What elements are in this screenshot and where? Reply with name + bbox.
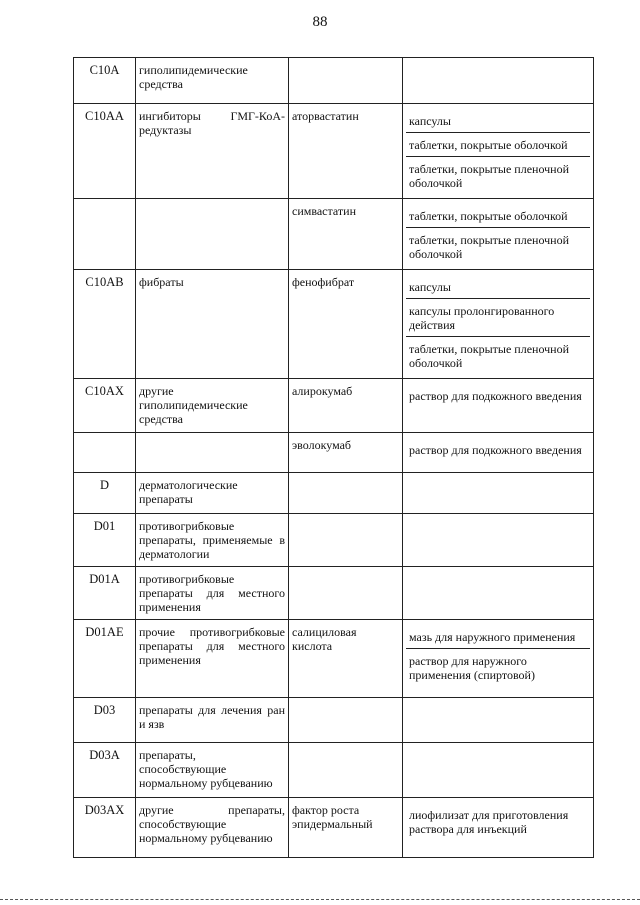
medicine-name-cell: салициловая кислота (289, 620, 403, 698)
atc-code-cell: C10AX (74, 379, 136, 433)
atc-code-cell: C10AA (74, 104, 136, 199)
table-row (74, 270, 594, 379)
dosage-form-item: таблетки, покрытые пленочной оболочкой (409, 342, 570, 370)
dosage-forms-cell (403, 104, 594, 199)
dosage-form-item (406, 748, 590, 771)
table-row (74, 798, 594, 858)
anatomical-therapeutic-group-cell: противогрибковые препараты для местного применения (136, 567, 289, 620)
table-row (74, 199, 594, 270)
table-row (74, 620, 594, 698)
medicine-name-cell (289, 514, 403, 567)
dosage-form-item (406, 703, 590, 726)
atc-code-cell: D03AX (74, 798, 136, 858)
page-number: 88 (312, 14, 328, 30)
dosage-forms-cell (403, 743, 594, 798)
atc-code-cell: D03 (74, 698, 136, 743)
table-row (74, 379, 594, 433)
anatomical-therapeutic-group-cell (136, 199, 289, 270)
dosage-form-item: лиофилизат для приготовления раствора для инъекций (409, 808, 569, 836)
dosage-form-item: капсулы пролонгированного действия (406, 299, 590, 337)
dosage-form-item (406, 478, 590, 501)
anatomical-therapeutic-group-cell: прочие противогрибковые препараты для местного применения (136, 620, 289, 698)
table-row (74, 433, 594, 473)
dosage-forms-cell (403, 473, 594, 514)
drug-table (73, 57, 594, 858)
dosage-form-item (406, 572, 590, 595)
atc-code-cell: C10AB (74, 270, 136, 379)
anatomical-therapeutic-group-cell: другие гиполипидемические средства (136, 379, 289, 433)
dosage-forms-cell (403, 58, 594, 104)
dosage-form-item: таблетки, покрытые оболочкой (406, 204, 590, 228)
anatomical-therapeutic-group-cell: дерматологические препараты (136, 473, 289, 514)
table-row (74, 698, 594, 743)
dosage-forms-cell (403, 798, 594, 858)
dosage-forms-cell (403, 567, 594, 620)
table-row (74, 514, 594, 567)
medicine-name-cell (289, 567, 403, 620)
dosage-form-item: раствор для наружного применения (спиртовой) (409, 654, 535, 682)
medicine-name-cell: эволокумаб (289, 433, 403, 473)
dosage-form-item: таблетки, покрытые пленочной оболочкой (409, 162, 570, 190)
table-row (74, 473, 594, 514)
dosage-form-item: капсулы (406, 109, 590, 133)
table-row (74, 567, 594, 620)
dosage-form-item: таблетки, покрытые пленочной оболочкой (409, 233, 570, 261)
dosage-forms-cell (403, 620, 594, 698)
atc-code-cell (74, 433, 136, 473)
dosage-form-item: мазь для наружного применения (406, 625, 590, 649)
atc-code-cell: D01A (74, 567, 136, 620)
dosage-forms-cell (403, 379, 594, 433)
medicine-name-cell (289, 473, 403, 514)
medicine-name-cell: алирокумаб (289, 379, 403, 433)
dosage-form-item: капсулы (406, 275, 590, 299)
anatomical-therapeutic-group-cell: фибраты (136, 270, 289, 379)
table-row (74, 743, 594, 798)
medicine-name-cell (289, 698, 403, 743)
anatomical-therapeutic-group-cell: другие препараты, способствующие нормальному рубцеванию (136, 798, 289, 858)
dosage-forms-cell (403, 270, 594, 379)
page-bottom-rule (0, 899, 640, 900)
medicine-name-cell: фенофибрат (289, 270, 403, 379)
medicine-name-cell: аторвастатин (289, 104, 403, 199)
dosage-form-item (406, 63, 590, 86)
atc-code-cell: D (74, 473, 136, 514)
medicine-name-cell (289, 743, 403, 798)
dosage-form-item: раствор для подкожного введения (409, 443, 582, 457)
dosage-forms-cell (403, 514, 594, 567)
atc-code-cell: C10A (74, 58, 136, 104)
dosage-forms-cell (403, 698, 594, 743)
medicine-name-cell: фактор роста эпидермальный (289, 798, 403, 858)
dosage-form-item: таблетки, покрытые оболочкой (406, 133, 590, 157)
medicine-name-cell: симвастатин (289, 199, 403, 270)
dosage-form-item (406, 519, 590, 542)
dosage-forms-cell (403, 199, 594, 270)
atc-code-cell: D01AE (74, 620, 136, 698)
anatomical-therapeutic-group-cell: препараты для лечения ран и язв (136, 698, 289, 743)
anatomical-therapeutic-group-cell: препараты, способствующие нормальному рубцеванию (136, 743, 289, 798)
table-row (74, 104, 594, 199)
dosage-forms-cell (403, 433, 594, 473)
anatomical-therapeutic-group-cell: противогрибковые препараты, применяемые в дерматологии (136, 514, 289, 567)
table-row (74, 58, 594, 104)
anatomical-therapeutic-group-cell: гиполипидемические средства (136, 58, 289, 104)
atc-code-cell: D01 (74, 514, 136, 567)
atc-code-cell (74, 199, 136, 270)
dosage-form-item: раствор для подкожного введения (409, 389, 582, 403)
medicine-name-cell (289, 58, 403, 104)
anatomical-therapeutic-group-cell (136, 433, 289, 473)
atc-code-cell: D03A (74, 743, 136, 798)
anatomical-therapeutic-group-cell: ингибиторы ГМГ-КоА-редуктазы (136, 104, 289, 199)
